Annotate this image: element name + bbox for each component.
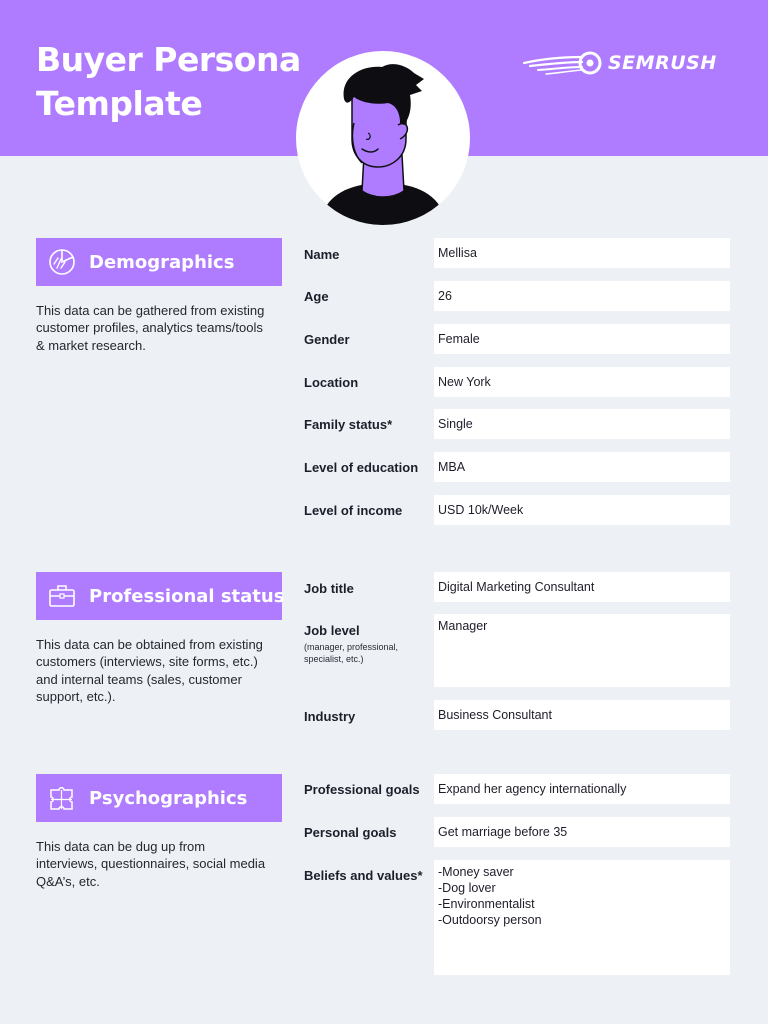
semrush-fireball-icon (520, 46, 602, 80)
field-value-age[interactable]: 26 (434, 281, 730, 311)
field-label-location: Location (304, 375, 359, 390)
field-value-industry[interactable]: Business Consultant (434, 700, 730, 730)
puzzle-icon (46, 782, 78, 814)
person-avatar-icon (296, 51, 470, 225)
field-value-personal-goals[interactable]: Get marriage before 35 (434, 817, 730, 847)
brand-logo (520, 46, 732, 80)
chart-pie-icon (46, 246, 78, 278)
section-title: Demographics (89, 251, 235, 273)
section-description: This data can be gathered from existing customer profiles, analytics teams/tools & market research. (36, 303, 265, 353)
section-title: Professional status (89, 585, 285, 607)
field-value-beliefs[interactable]: -Money saver -Dog lover -Environmentalist -Outdoorsy person (434, 860, 730, 975)
page-title: Buyer Persona Template (36, 40, 301, 123)
section-description: This data can be dug up from interviews, questionnaires, social media Q&A’s, etc. (36, 839, 266, 889)
field-label-personal-goals: Personal goals (304, 825, 397, 840)
field-label-age: Age (304, 289, 329, 304)
field-sublabel: (manager, professional, specialist, etc.) (304, 642, 399, 664)
field-label-name: Name (304, 247, 340, 262)
persona-avatar (296, 51, 470, 225)
section-description: This data can be obtained from existing customers (interviews, site forms, etc.) and internal teams (sales, customer support, etc.). (36, 637, 263, 704)
briefcase-icon (46, 580, 78, 612)
field-value-family-status[interactable]: Single (434, 409, 730, 439)
field-label-education: Level of education (304, 460, 419, 475)
field-value-job-title[interactable]: Digital Marketing Consultant (434, 572, 730, 602)
section-header-demographics (36, 238, 282, 286)
field-value-location[interactable]: New York (434, 367, 730, 397)
field-label-job-level (304, 623, 432, 665)
field-label-gender: Gender (304, 332, 350, 347)
field-value-job-level[interactable]: Manager (434, 614, 730, 687)
field-label-beliefs: Beliefs and values* (304, 868, 423, 883)
field-label-income: Level of income (304, 503, 403, 518)
field-value-education[interactable]: MBA (434, 452, 730, 482)
field-label-industry: Industry (304, 709, 356, 724)
field-label-text: Job level (304, 623, 360, 638)
brand-name: SEMRUSH (608, 52, 717, 74)
field-value-gender[interactable]: Female (434, 324, 730, 354)
section-header-psychographics (36, 774, 282, 822)
field-label-family-status: Family status* (304, 417, 393, 432)
field-value-professional-goals[interactable]: Expand her agency internationally (434, 774, 730, 804)
section-header-professional (36, 572, 285, 620)
field-label-job-title: Job title (304, 581, 354, 596)
field-label-professional-goals: Professional goals (304, 782, 420, 797)
field-value-name[interactable]: Mellisa (434, 238, 730, 268)
field-value-income[interactable]: USD 10k/Week (434, 495, 730, 525)
section-title: Psychographics (89, 787, 248, 809)
